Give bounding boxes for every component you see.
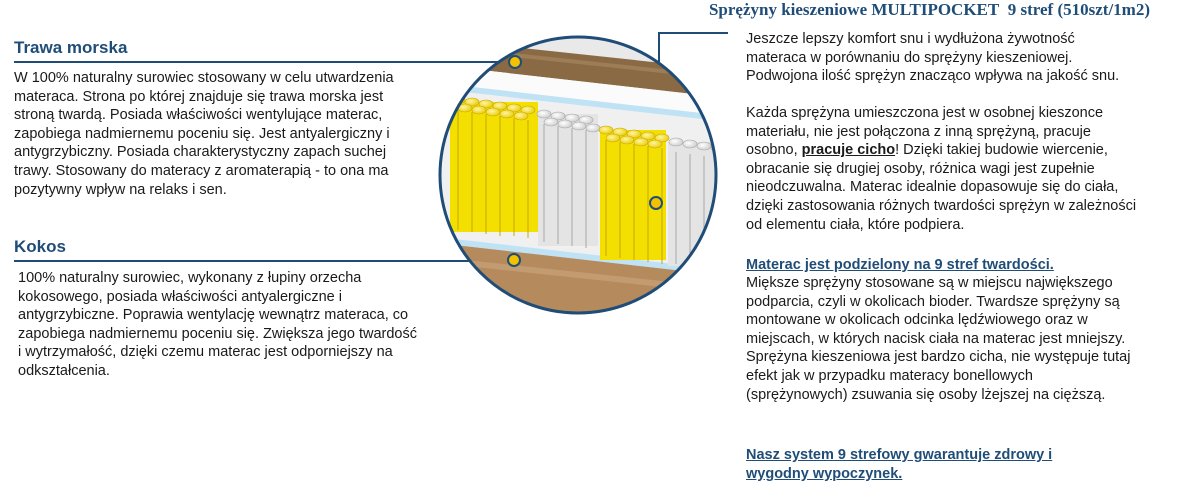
seaweed-title: Trawa morska [14,38,128,57]
product-title [709,0,1150,20]
coconut-marker [508,254,520,266]
spring-marker [650,197,662,209]
springs-intro: Jeszcze lepszy komfort snu i wydłużona żywotność materaca w porównaniu do sprężyny kieszeniowej. Podwojona ilość sprężyn znacząco wpływa na jakość snu. [746,31,1120,85]
mattress-layers [428,30,728,320]
product-title-main: Sprężyny kieszeniowe MULTIPOCKET [708,0,1000,19]
mattress-cross-section [428,30,728,320]
product-title-spec: 9 stref (510szt/1m2) [1007,0,1150,19]
springs-details [746,104,1138,234]
yellow-springs-left [450,96,538,238]
zones-heading: Materac jest podzielony na 9 stref twardości. [746,257,1054,273]
seaweed-description: W 100% naturalny surowiec stosowany w celu utwardzenia materaca. Strona po której znajduje się trawa morska jest stroną twardą. Posiada właściwości wentylujące materac, zapobiega nadmiernemu poceniu się. Jest antyalergiczny i antygrzybiczny. Posiada charakterystyczny zapach suchej trawy. Stosowany do materacy z aromaterapią - to ona ma pozytywny wpływ na relaks i sen. [14,70,394,198]
zones-description: Miększe sprężyny stosowane są w miejscu największego podparcia, czyli w okolicach bioder. Twardsze sprężyny są montowane w okolicach odcinka lędźwiowego oraz w miejscach, w których nacisk ciała na materac jest mniejszy. Sprężyna kieszeniowa jest bardzo cicha, nie występuje tutaj efekt jak w przypadku materacy bonellowych (sprężynowych) zsuwania się osoby lżejszej na cięższą. [746,275,1131,403]
yellow-springs-right [599,126,669,264]
gray-springs-right [668,138,728,268]
coconut-description: 100% naturalny surowiec, wykonany z łupiny orzecha kokosowego, posiada właściwości antyalergiczne i antygrzybiczne. Poprawia wentylację wewnątrz materaca, co zapobiega nadmiernemu poceniu się. Zwiększa jego twardość i wytrzymałość, dzięki czemu materac jest odporniejszy na odkształcenia. [18,270,417,379]
springs-details-text-end: ! Dzięki takiej budowie wiercenie, obracanie się drugiej osoby, różnica wagi jest zupełnie nieodczuwalna. Materac idealnie dopasowuje się do ciała, dzięki zastosowania różnych twardości sprężyn w zależności od elementu ciała, które podpiera. [746,142,1137,233]
quiet-emphasis: pracuje cicho [801,142,896,159]
closing-statement: Nasz system 9 strefowy gwarantuje zdrowy i wygodny wypoczynek. [746,447,1053,482]
gray-springs-middle [537,110,600,248]
seaweed-marker [509,56,521,68]
coconut-title: Kokos [14,237,66,256]
springs-details-text: Każda sprężyna umieszczona jest w osobnej kieszonce materiału, nie jest połączona z inną sprężyną, pracuje osobno, [746,105,1104,159]
